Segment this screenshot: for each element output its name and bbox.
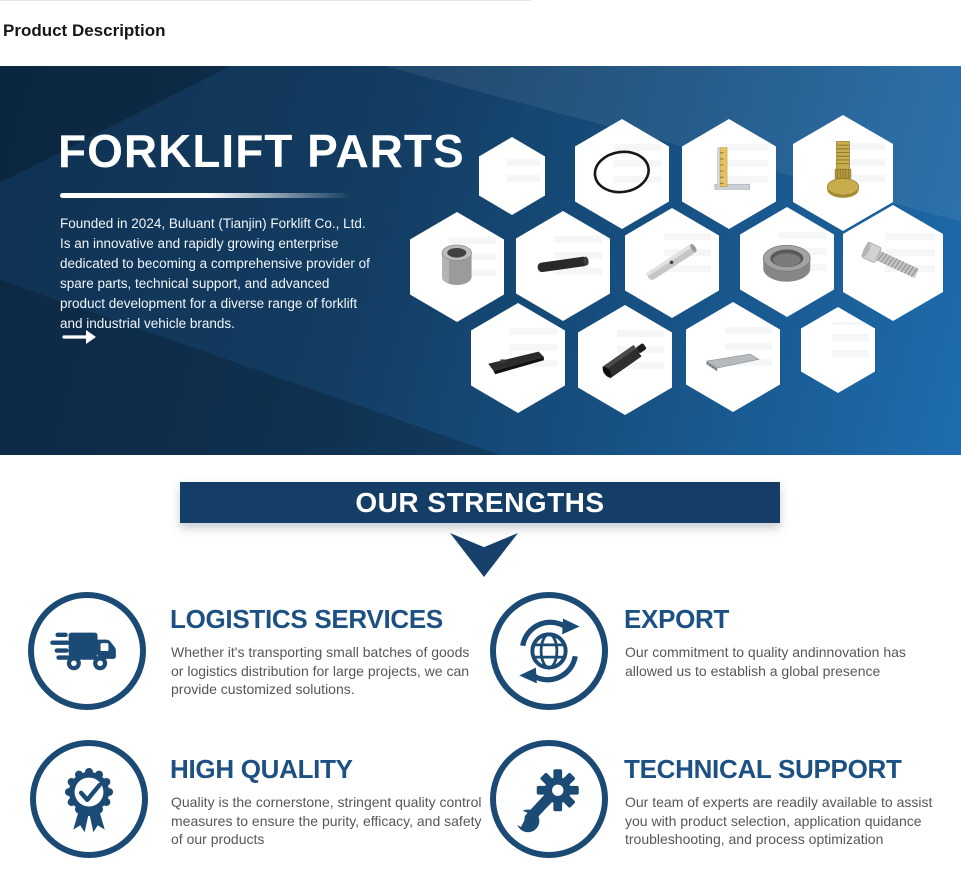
strength-text-support: Our team of experts are readily available to assist you with product selection, application quidance troubleshooting, and process optimization <box>625 794 933 847</box>
banner-description: Founded in 2024, Buluant (Tianjin) Forklift Co., Ltd. Is an innovative and rapidly growing enterprise dedicated to becoming a comprehensive provider of spare parts, technical support, and advanced product development for a diverse range of forklift and industrial vehicle brands. <box>60 216 370 331</box>
strength-title-logistics: LOGISTICS SERVICES <box>170 604 443 634</box>
strengths-heading: OUR STRENGTHS <box>355 486 605 518</box>
chevron-down-icon <box>450 533 518 577</box>
strength-text-quality: Quality is the cornerstone, stringent quality control measures to ensure the purity, efficacy, and safety of our products <box>171 794 482 847</box>
tab-divider-line <box>0 0 531 1</box>
support-icon-circle <box>490 740 608 858</box>
empty-hexagon <box>479 137 545 215</box>
wheel-stud-bolt-image <box>793 115 893 231</box>
export-icon-circle <box>490 592 608 710</box>
empty-hexagon-small <box>801 307 875 393</box>
serrated-shim-plate-image <box>686 302 780 412</box>
strength-title-support: TECHNICAL SUPPORT <box>624 754 902 784</box>
black-wear-bar-image <box>471 303 565 413</box>
strength-text-export: Our commitment to quality andinnovation has allowed us to establish a global presence <box>625 644 906 679</box>
quality-icon-circle <box>30 740 148 858</box>
angle-ruler-image <box>682 119 776 229</box>
hex-standoff-image <box>578 305 672 415</box>
black-pin-image <box>516 211 610 321</box>
globe-icon <box>507 609 591 693</box>
logistics-icon-circle <box>28 592 146 710</box>
o-ring-image <box>575 119 669 229</box>
truck-icon <box>45 609 129 693</box>
steel-pin-with-hole-image <box>625 208 719 318</box>
strength-title-export: EXPORT <box>624 604 730 634</box>
right-arrow-icon <box>62 328 98 351</box>
gear-wrench-icon <box>507 757 591 841</box>
strengths-ribbon <box>180 482 780 523</box>
banner-underline <box>60 193 352 198</box>
steel-bushing-image <box>410 212 504 322</box>
medal-icon <box>47 757 131 841</box>
strength-title-quality: HIGH QUALITY <box>170 754 353 784</box>
banner-title: FORKLIFT PARTS <box>58 125 465 177</box>
page-title: Product Description <box>3 21 166 40</box>
bearing-cup-ring-image <box>740 207 834 317</box>
hero-banner <box>0 66 961 455</box>
strength-text-logistics: Whether it's transporting small batches of goods or logistics distribution for large projects, we can provide customized solutions. <box>171 644 470 697</box>
socket-head-screw-image <box>843 205 943 321</box>
